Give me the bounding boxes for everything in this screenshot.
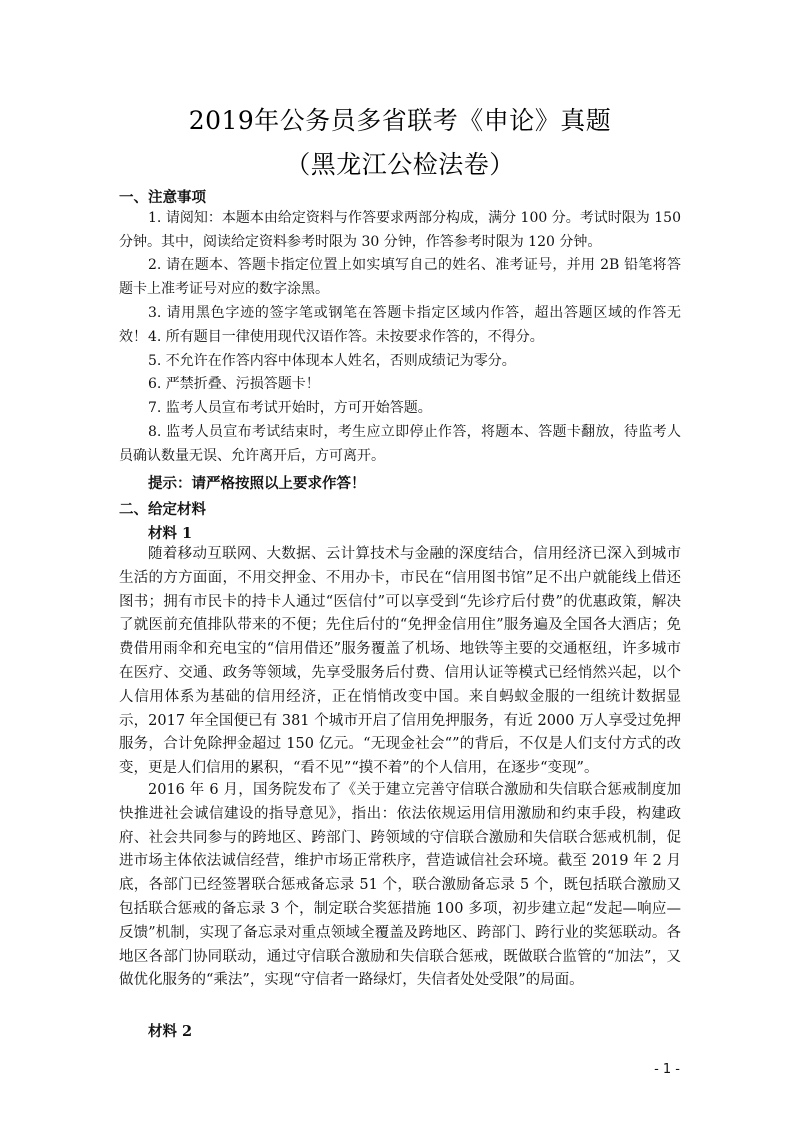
document-subtitle: （黑龙江公检法卷）: [285, 150, 515, 179]
note-item-6: 6. 严禁折叠、污损答题卡！: [148, 376, 320, 392]
material-1-label: 材料 1: [148, 525, 193, 542]
material-1-paragraph-1: 随着移动互联网、大数据、云计算技术与金融的深度结合，信用经济已深入到城市生活的方方面面，不用交押金、不用办卡，市民在“信用图书馆”足不出户就能线上借还图书；拥有市民卡的持卡人通过“医信付”可以享受到“先诊疗后付费”的优惠政策，解决了就医前充值排队带来的不便；先住后付的“免押金信用住”服务遍及全国各大酒店；免费借用雨伞和充电宝的“信用借还”服务覆盖了机场、地铁等主要的交通枢纽，许多城市在医疗、交通、政务等领域，先享受服务后付费、信用认证等模式已经悄然兴起，以个人信用体系为基础的信用经济，正在悄悄改变中国。来自蚂蚁金服的一组统计数据显示，2017 年全国便已有 381 个城市开启了信用免押服务，有近 2000 万人享受过免押服务，合计免除押金超过 150 亿元。“无现金社会“”的背后，不仅是人们支付方式的改变，更是人们信用的累积，“看不见”“摸不着”的个人信用，在逐步“变现”。: [119, 546, 681, 777]
note-item-1: 1. 请阅知：本题本由给定资料与作答要求两部分构成，满分 100 分。考试时限为 150 分钟。其中，阅读给定资料参考时限为 30 分钟，作答参考时限为 120 分钟。: [119, 210, 681, 250]
section-heading-materials: 二、给定材料: [119, 502, 206, 518]
note-item-5: 5. 不允许在作答内容中体现本人姓名，否则成绩记为零分。: [148, 353, 516, 369]
notes-tip: 提示：请严格按照以上要求作答！: [148, 476, 366, 492]
note-item-3: 3. 请用黑色字迹的签字笔或钢笔在答题卡指定区域内作答，超出答题区域的作答无效！: [119, 305, 681, 345]
note-item-7: 7. 监考人员宣布考试开始时，方可开始答题。: [148, 400, 432, 416]
material-2-label: 材料 2: [148, 1023, 193, 1040]
note-item-2: 2. 请在题本、答题卡指定位置上如实填写自己的姓名、准考证号，并用 2B 铅笔将答题卡上准考证号对应的数字涂黑。: [119, 257, 681, 297]
note-item-4: 4. 所有题目一律使用现代汉语作答。未按要求作答的，不得分。: [148, 329, 544, 345]
section-heading-notes: 一、注意事项: [119, 190, 206, 206]
document-title: 2019年公务员多省联考《申论》真题: [188, 106, 612, 135]
material-1-paragraph-2: 2016 年 6 月，国务院发布了《关于建立完善守信联合激励和失信联合惩戒制度加快推进社会诚信建设的指导意见》，指出：依法依规运用信用激励和约束手段，构建政府、社会共同参与的跨地区、跨部门、跨领域的守信联合激励和失信联合惩戒机制，促进市场主体依法诚信经营，维护市场正常秩序，营造诚信社会环境。截至 2019 年 2 月底，各部门已经签署联合惩戒备忘录 51 个，联合激励备忘录 5 个，既包括联合激励又包括联合惩戒的备忘录 3 个，制定联合奖惩措施 100 多项，初步建立起“发起—响应—反馈”机制，实现了备忘录对重点领域全覆盖及跨地区、跨部门、跨行业的奖惩联动。各地区各部门协同联动，通过守信联合激励和失信联合惩戒，既做联合监管的“加法”，又做优化服务的“乘法”，实现“守信者一路绿灯，失信者处处受限”的局面。: [119, 782, 681, 989]
note-item-8: 8. 监考人员宣布考试结束时，考生应立即停止作答，将题本、答题卡翻放，待监考人员确认数量无误、允许离开后，方可离开。: [119, 424, 681, 464]
page-number: - 1 -: [654, 1062, 680, 1077]
